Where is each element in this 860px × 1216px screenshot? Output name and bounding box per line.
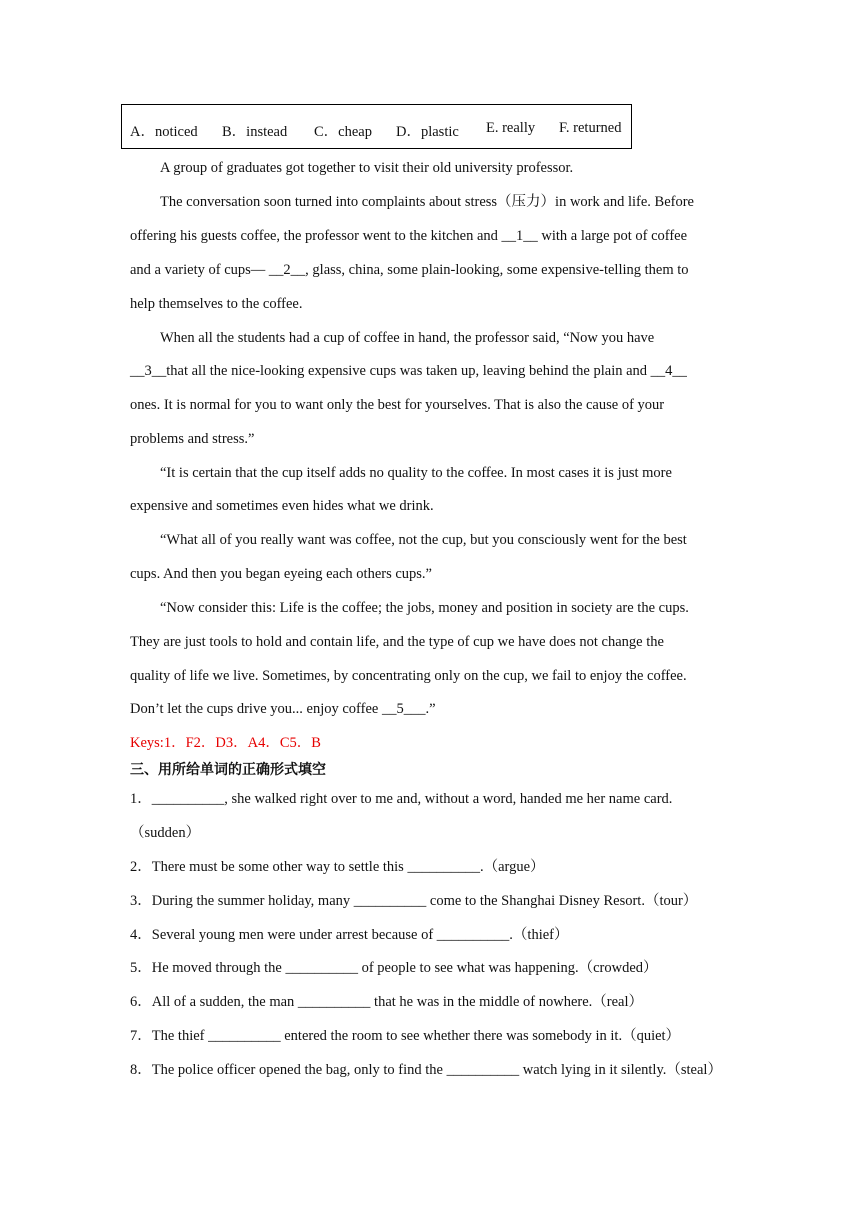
passage-line: problems and stress.” xyxy=(130,431,255,447)
passage-line: “Now consider this: Life is the coffee; the jobs, money and position in society are the cups. xyxy=(160,600,689,616)
passage-line: ones. It is normal for you to want only the best for yourselves. That is also the cause of your xyxy=(130,397,665,413)
passage-line: quality of life we live. Sometimes, by concentrating only on the cup, we fail to enjoy the coffee. xyxy=(130,668,687,684)
passage-line: The conversation soon turned into complaints about stress（压力）in work and life. Before xyxy=(160,194,694,210)
passage-line: cups. And then you began eyeing each others cups.” xyxy=(130,566,432,582)
passage-line: “What all of you really want was coffee, not the cup, but you consciously went for the best xyxy=(160,532,687,548)
word-option-f: F. returned xyxy=(559,120,622,136)
question-line: 8．The police officer opened the bag, only to find the __________ watch lying in it silently.（steal） xyxy=(130,1062,722,1078)
question-line: 7．The thief __________ entered the room to see whether there was somebody in it.（quiet） xyxy=(130,1028,681,1044)
word-option-a: A．noticed xyxy=(130,124,198,140)
question-line: 5．He moved through the __________ of people to see what was happening.（crowded） xyxy=(130,960,658,976)
passage-line: “It is certain that the cup itself adds no quality to the coffee. In most cases it is just more xyxy=(160,465,672,481)
passage-line: A group of graduates got together to visit their old university professor. xyxy=(160,160,574,176)
word-bank-box xyxy=(121,104,632,149)
word-option-d: D．plastic xyxy=(396,124,459,140)
answer-keys: Keys:1．F2．D3．A4．C5．B xyxy=(130,735,321,751)
passage-line: offering his guests coffee, the professor went to the kitchen and __1__ with a large pot of coffee xyxy=(130,228,688,244)
passage-line: and a variety of cups— __2__, glass, china, some plain-looking, some expensive-telling them to xyxy=(130,262,689,278)
passage-line: Don’t let the cups drive you... enjoy coffee __5___.” xyxy=(130,701,436,717)
question-line: 4．Several young men were under arrest because of __________.（thief） xyxy=(130,927,569,943)
question-line: 1．__________, she walked right over to me and, without a word, handed me her name card. xyxy=(130,791,673,807)
word-option-e: E. really xyxy=(486,120,536,136)
question-line: 2．There must be some other way to settle this __________.（argue） xyxy=(130,859,545,875)
word-option-b: B．instead xyxy=(222,124,288,140)
passage-line: They are just tools to hold and contain life, and the type of cup we have does not change the xyxy=(130,634,664,650)
question-line: 6．All of a sudden, the man __________ that he was in the middle of nowhere.（real） xyxy=(130,994,644,1010)
passage-line: When all the students had a cup of coffee in hand, the professor said, “Now you have xyxy=(160,330,655,346)
question-line: 3．During the summer holiday, many __________ come to the Shanghai Disney Resort.（tour） xyxy=(130,893,698,909)
passage-line: __3__that all the nice-looking expensive cups was taken up, leaving behind the plain and __4__ xyxy=(130,363,687,379)
passage-line: expensive and sometimes even hides what we drink. xyxy=(130,498,434,514)
question-line: （sudden） xyxy=(130,825,201,841)
section-title: 三、用所给单词的正确形式填空 xyxy=(130,762,326,778)
word-option-c: C．cheap xyxy=(314,124,372,140)
passage-line: help themselves to the coffee. xyxy=(130,296,303,312)
